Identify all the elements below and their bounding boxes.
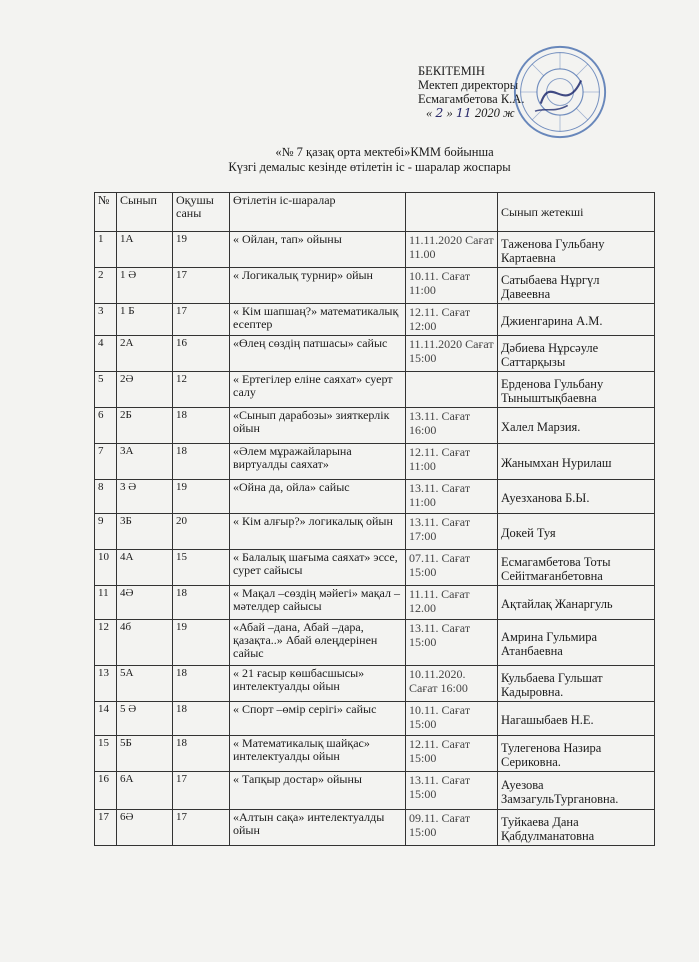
row-class: 1А	[117, 232, 173, 268]
row-teacher: Нагашыбаев Н.Е.	[498, 702, 655, 736]
row-number: 15	[95, 736, 117, 772]
row-student-count: 18	[173, 702, 230, 736]
row-teacher: Дәбиева Нұрсәуле Саттарқызы	[498, 336, 655, 372]
row-date: 10.11.2020. Сағат 16:00	[406, 666, 498, 702]
row-teacher: Тулегенова Назира Сериковна.	[498, 736, 655, 772]
row-student-count: 18	[173, 444, 230, 480]
row-event: « Ойлан, тап» ойыны	[230, 232, 406, 268]
row-class: 1 Ә	[117, 268, 173, 304]
row-date: 11.11. Сағат 12.00	[406, 586, 498, 620]
row-event: « Математикалық шайқас» интелектуалды ойын	[230, 736, 406, 772]
school-seal-stamp	[512, 44, 608, 140]
table-row	[95, 304, 655, 336]
table-row	[95, 666, 655, 702]
row-date: 11.11.2020 Сағат 11.00	[406, 232, 498, 268]
row-date: 12.11. Сағат 15:00	[406, 736, 498, 772]
table-header-row	[95, 193, 655, 232]
header-student-count: Оқушы саны	[173, 193, 230, 232]
row-student-count: 19	[173, 232, 230, 268]
row-number: 9	[95, 514, 117, 550]
row-date: 13.11. Сағат 15:00	[406, 620, 498, 666]
row-event: «Алтын сақа» интелектуалды ойын	[230, 810, 406, 846]
row-event: «Сынып дарабозы» зияткерлік ойын	[230, 408, 406, 444]
events-table	[94, 192, 655, 846]
row-class: 5Б	[117, 736, 173, 772]
table-row	[95, 444, 655, 480]
row-teacher: Ауезханова Б.Ы.	[498, 480, 655, 514]
row-event: « Кім алғыр?» логикалық ойын	[230, 514, 406, 550]
row-number: 1	[95, 232, 117, 268]
row-student-count: 18	[173, 408, 230, 444]
row-teacher: Туйкаева Дана Қабдулманатовна	[498, 810, 655, 846]
row-student-count: 18	[173, 666, 230, 702]
row-student-count: 19	[173, 480, 230, 514]
row-class: 4б	[117, 620, 173, 666]
row-event: «Абай –дана, Абай –дара, қазақта..» Абай өлеңдерінен сайыс	[230, 620, 406, 666]
table-row	[95, 620, 655, 666]
row-number: 11	[95, 586, 117, 620]
table-row	[95, 336, 655, 372]
row-number: 2	[95, 268, 117, 304]
row-teacher: Джиенгарина А.М.	[498, 304, 655, 336]
approval-date-year: 2020 ж	[474, 106, 515, 120]
row-event: « 21 ғасыр көшбасшысы» интелектуалды ойын	[230, 666, 406, 702]
row-teacher: Кульбаева Гульшат Кадыровна.	[498, 666, 655, 702]
row-teacher: Амрина Гульмира Атанбаевна	[498, 620, 655, 666]
row-student-count: 18	[173, 736, 230, 772]
row-student-count: 19	[173, 620, 230, 666]
row-event: « Ертегілер еліне саяхат» суерт салу	[230, 372, 406, 408]
row-date: 13.11. Сағат 15:00	[406, 772, 498, 810]
row-number: 8	[95, 480, 117, 514]
table-row	[95, 736, 655, 772]
row-class: 6Ә	[117, 810, 173, 846]
row-date	[406, 372, 498, 408]
row-class: 4А	[117, 550, 173, 586]
row-number: 3	[95, 304, 117, 336]
document-title-line2: Күзгі демалыс кезінде өтілетін іс - шаралар жоспары	[228, 160, 511, 174]
row-student-count: 17	[173, 304, 230, 336]
row-student-count: 15	[173, 550, 230, 586]
row-student-count: 17	[173, 810, 230, 846]
row-date: 11.11.2020 Сағат 15:00	[406, 336, 498, 372]
row-teacher: Ерденова Гульбану Тыныштықбаевна	[498, 372, 655, 408]
row-class: 5А	[117, 666, 173, 702]
row-teacher: Ауезова ЗамзагульТургановна.	[498, 772, 655, 810]
row-class: 3Б	[117, 514, 173, 550]
row-number: 17	[95, 810, 117, 846]
header-teacher: Сынып жетекші	[498, 193, 655, 232]
row-class: 2Б	[117, 408, 173, 444]
table-row	[95, 586, 655, 620]
row-class: 3 Ә	[117, 480, 173, 514]
row-teacher: Халел Марзия.	[498, 408, 655, 444]
row-student-count: 17	[173, 268, 230, 304]
row-event: « Мақал –сөздің мәйегі» мақал –мәтелдер сайысы	[230, 586, 406, 620]
row-number: 6	[95, 408, 117, 444]
row-number: 12	[95, 620, 117, 666]
row-event: « Тапқыр достар» ойыны	[230, 772, 406, 810]
row-teacher: Таженова Гульбану Картаевна	[498, 232, 655, 268]
row-student-count: 18	[173, 586, 230, 620]
header-date	[406, 193, 498, 232]
table-row	[95, 372, 655, 408]
table-row	[95, 408, 655, 444]
row-teacher: Жанымхан Нурилаш	[498, 444, 655, 480]
approval-position: Мектеп директоры	[418, 78, 519, 92]
row-date: 12.11. Сағат 12:00	[406, 304, 498, 336]
row-date: 13.11. Сағат 17:00	[406, 514, 498, 550]
row-date: 07.11. Сағат 15:00	[406, 550, 498, 586]
table-row	[95, 772, 655, 810]
row-number: 14	[95, 702, 117, 736]
row-class: 1 Б	[117, 304, 173, 336]
row-date: 09.11. Сағат 15:00	[406, 810, 498, 846]
table-row	[95, 702, 655, 736]
row-event: «Ойна да, ойла» сайыс	[230, 480, 406, 514]
row-number: 13	[95, 666, 117, 702]
row-number: 16	[95, 772, 117, 810]
row-number: 10	[95, 550, 117, 586]
row-class: 6А	[117, 772, 173, 810]
approval-date-day: 2	[435, 105, 444, 120]
row-class: 2Ә	[117, 372, 173, 408]
row-date: 13.11. Сағат 16:00	[406, 408, 498, 444]
header-number: №	[95, 193, 117, 232]
table-row	[95, 810, 655, 846]
row-class: 5 Ә	[117, 702, 173, 736]
row-date: 12.11. Сағат 11:00	[406, 444, 498, 480]
row-teacher: Докей Туя	[498, 514, 655, 550]
row-event: « Кім шапшаң?» математикалық есептер	[230, 304, 406, 336]
row-teacher: Сатыбаева Нұргүл Давеевна	[498, 268, 655, 304]
row-teacher: Ақтайлақ Жанаргуль	[498, 586, 655, 620]
row-class: 4Ә	[117, 586, 173, 620]
row-student-count: 12	[173, 372, 230, 408]
row-class: 3А	[117, 444, 173, 480]
row-event: «Әлем мұражайларына виртуалды саяхат»	[230, 444, 406, 480]
document-title-line1: «№ 7 қазақ орта мектебі»КММ бойынша	[275, 145, 494, 159]
header-class: Сынып	[117, 193, 173, 232]
row-event: «Өлең сөздің патшасы» сайыс	[230, 336, 406, 372]
approval-date: « 2 » 11 2020 ж	[426, 105, 515, 120]
row-event: « Балалық шағыма саяхат» эссе, сурет сайысы	[230, 550, 406, 586]
row-date: 10.11. Сағат 15:00	[406, 702, 498, 736]
row-event: « Логикалық турнир» ойын	[230, 268, 406, 304]
table-row	[95, 232, 655, 268]
row-number: 5	[95, 372, 117, 408]
approval-heading: БЕКІТЕМІН	[418, 64, 485, 78]
row-event: « Спорт –өмір серігі» сайыс	[230, 702, 406, 736]
table-row	[95, 550, 655, 586]
row-number: 4	[95, 336, 117, 372]
table-row	[95, 480, 655, 514]
row-date: 10.11. Сағат 11:00	[406, 268, 498, 304]
approval-name: Есмагамбетова К.А.	[418, 92, 525, 106]
header-events: Өтілетін іс-шаралар	[230, 193, 406, 232]
row-student-count: 16	[173, 336, 230, 372]
row-teacher: Есмагамбетова Тоты Сейітмағанбетовна	[498, 550, 655, 586]
approval-block	[418, 64, 524, 120]
table-row	[95, 514, 655, 550]
row-number: 7	[95, 444, 117, 480]
row-student-count: 20	[173, 514, 230, 550]
table-row	[95, 268, 655, 304]
approval-date-month: 11	[455, 105, 472, 120]
row-date: 13.11. Сағат 11:00	[406, 480, 498, 514]
row-class: 2А	[117, 336, 173, 372]
row-student-count: 17	[173, 772, 230, 810]
